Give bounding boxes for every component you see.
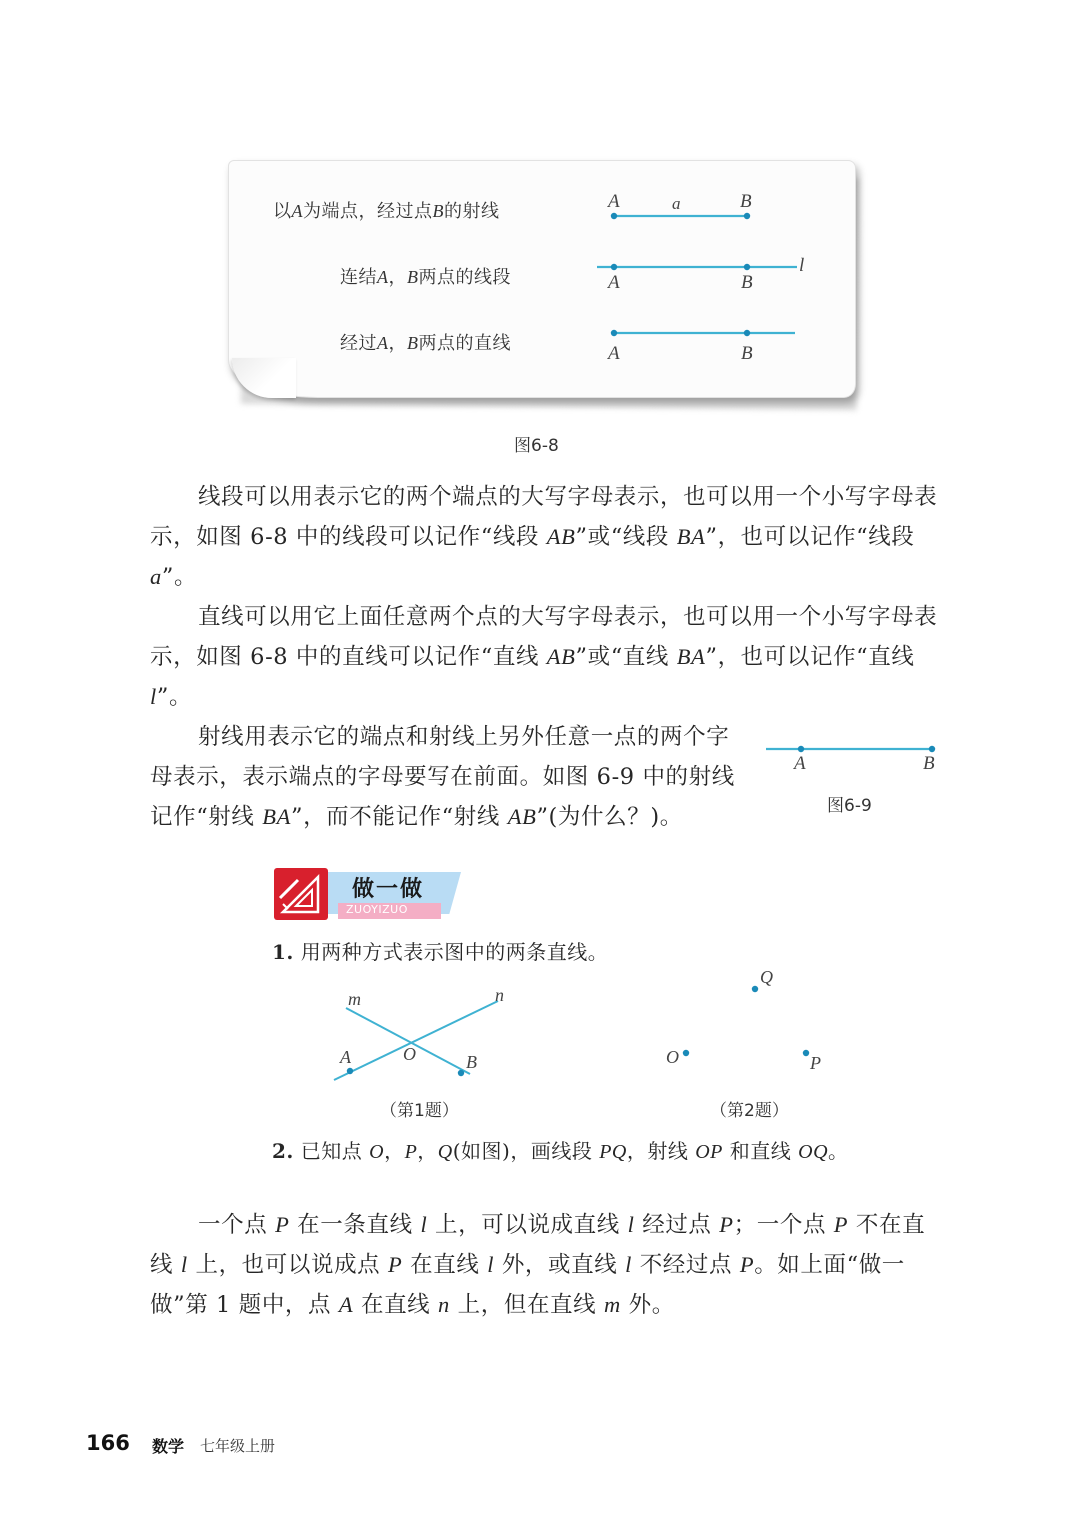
- label-n: n: [495, 985, 504, 1005]
- line-label-b: B: [741, 272, 753, 293]
- figure-6-8-card: [228, 160, 856, 398]
- card-row-1-label: 以A为端点，经过点B的射线: [273, 201, 500, 222]
- page-number: 166: [86, 1431, 130, 1455]
- ray-point-b: [744, 330, 750, 336]
- book-grade: 七年级上册: [200, 1437, 276, 1455]
- point-a: [347, 1068, 353, 1074]
- activity-title: 做一做: [352, 877, 425, 902]
- exercise-1-caption: （第1题）: [380, 1101, 459, 1121]
- ray-point-a: [611, 330, 617, 336]
- line-point-b: [744, 264, 750, 270]
- exercise-2-figure: [660, 970, 830, 1070]
- figure-6-9-drawing: [760, 738, 950, 762]
- card-row-2-label: 连结A，B两点的线段: [340, 267, 511, 288]
- segment-point-b: [744, 213, 750, 219]
- paragraph-ray: 射线用表示它的端点和射线上另外任意一点的两个字母表示，表示端点的字母要写在前面。如图 6-9 中的射线记作“射线 BA”，而不能记作“射线 AB”(为什么？)。: [150, 724, 735, 830]
- paragraph-point-on-line: 一个点 P 在一条直线 l 上，可以说成直线 l 经过点 P；一个点 P 不在直线 l 上，也可以说成点 P 在直线 l 外，或直线 l 不经过点 P。如上面“做一做”第 1 题中，点 A 在直线 n 上，但在直线 m 外。: [150, 1212, 926, 1318]
- label-b: B: [466, 1052, 477, 1072]
- label-a: A: [340, 1047, 351, 1067]
- figure-6-9-label-b: B: [923, 753, 935, 774]
- activity-banner-badge: [274, 868, 328, 920]
- label-m: m: [348, 989, 361, 1009]
- segment-label-a: A: [608, 191, 620, 212]
- ray-ba-point-b: [929, 746, 935, 752]
- line-point-a: [611, 264, 617, 270]
- exercise-1: 1. 用两种方式表示图中的两条直线。: [272, 940, 609, 964]
- point-b: [458, 1070, 464, 1076]
- ruler-triangle-icon: [274, 868, 328, 920]
- paragraph-line: 直线可以用它上面任意两个点的大写字母表示，也可以用一个小写字母表示，如图 6-8 中的直线可以记作“直线 AB”或“直线 BA”，也可以记作“直线 l”。: [150, 604, 938, 710]
- card-row-3-label: 经过A，B两点的直线: [340, 333, 511, 354]
- exercise-2-caption: （第2题）: [710, 1101, 789, 1121]
- exercise-2: 2. 已知点 O，P，Q(如图)，画线段 PQ，射线 OP 和直线 OQ。: [272, 1139, 849, 1163]
- activity-subtitle: ZUOYIZUO: [346, 903, 408, 916]
- label-o2: O: [666, 1047, 679, 1067]
- figure-6-9-label-a: A: [794, 753, 806, 774]
- figure-6-8-drawing: [229, 161, 855, 397]
- line-label-l: l: [799, 255, 805, 276]
- ray-label-b: B: [741, 343, 753, 364]
- label-o: O: [403, 1044, 416, 1064]
- line-label-a: A: [608, 272, 620, 293]
- ray-label-a: A: [608, 343, 620, 364]
- point-q: [752, 986, 758, 992]
- segment-label-b: B: [740, 191, 752, 212]
- point-o: [683, 1050, 689, 1056]
- segment-point-a: [611, 213, 617, 219]
- ray-ba-point-a: [798, 746, 804, 752]
- paragraph-segment: 线段可以用表示它的两个端点的大写字母表示，也可以用一个小写字母表示，如图 6-8 中的线段可以记作“线段 AB”或“线段 BA”，也可以记作“线段 a”。: [150, 484, 938, 590]
- segment-label-a-small: a: [672, 194, 681, 213]
- figure-6-9-caption: 图6-9: [827, 796, 872, 816]
- label-p: P: [810, 1053, 821, 1073]
- book-subject: 数学: [152, 1437, 185, 1456]
- figure-6-8-caption: 图6-8: [514, 436, 559, 456]
- label-q: Q: [760, 967, 773, 987]
- point-p: [803, 1050, 809, 1056]
